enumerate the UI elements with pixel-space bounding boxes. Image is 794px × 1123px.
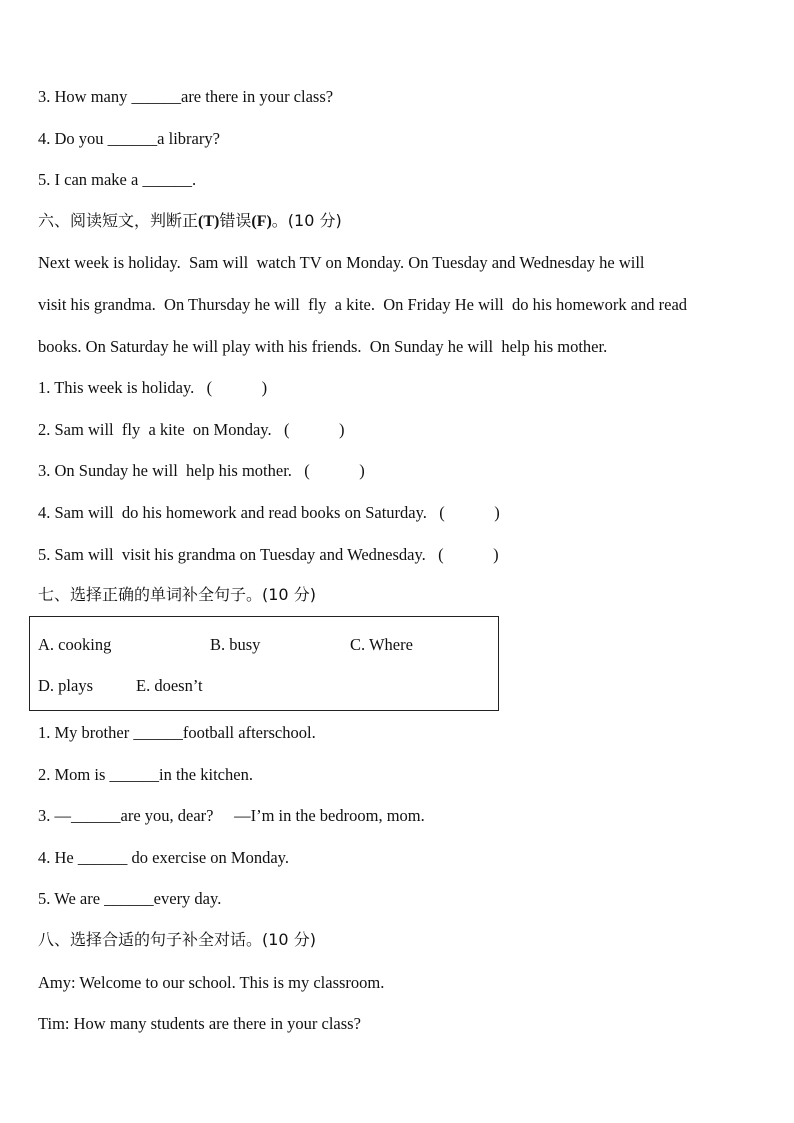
heading-text: 六、阅读短文，判断正	[38, 211, 199, 230]
word-option-a: A. cooking	[38, 635, 112, 654]
word-option-b: B. busy	[210, 635, 261, 654]
section-heading-8: 八、选择合适的句子补全对话。(10 分)	[38, 930, 316, 949]
judge-item: 3. On Sunday he will help his mother. ( )	[38, 461, 365, 480]
judge-item: 1. This week is holiday. ( )	[38, 378, 268, 397]
passage-line: Next week is holiday. Sam will watch TV on Monday. On Tuesday and Wednesday he will	[38, 253, 645, 272]
judge-item: 2. Sam will fly a kite on Monday. ( )	[38, 420, 345, 439]
section-heading-7: 七、选择正确的单词补全句子。(10 分)	[38, 585, 316, 604]
heading-true-mark: (T)	[198, 213, 220, 230]
dialogue-line: Tim: How many students are there in your class?	[38, 1014, 361, 1033]
fill-item: 4. He ______ do exercise on Monday.	[38, 848, 289, 867]
fill-item: 3. —______are you, dear? —I’m in the bedroom, mom.	[38, 806, 425, 825]
fill-item: 5. We are ______every day.	[38, 889, 222, 908]
heading-text: 。(10 分)	[271, 211, 342, 230]
question-item: 3. How many ______are there in your class?	[38, 87, 334, 106]
word-option-d: D. plays	[38, 676, 93, 695]
word-option-c: C. Where	[350, 635, 413, 654]
question-item: 5. I can make a ______.	[38, 170, 197, 189]
word-bank-box	[29, 616, 499, 711]
fill-item: 2. Mom is ______in the kitchen.	[38, 765, 253, 784]
heading-text: 错误	[219, 211, 252, 230]
question-item: 4. Do you ______a library?	[38, 129, 220, 148]
judge-item: 4. Sam will do his homework and read books on Saturday. ( )	[38, 503, 500, 522]
judge-item: 5. Sam will visit his grandma on Tuesday and Wednesday. ( )	[38, 545, 499, 564]
passage-line: visit his grandma. On Thursday he will fly a kite. On Friday He will do his homework and read	[38, 295, 688, 314]
dialogue-line: Amy: Welcome to our school. This is my classroom.	[38, 973, 385, 992]
word-option-e: E. doesn’t	[136, 676, 203, 695]
heading-false-mark: (F)	[251, 213, 272, 230]
passage-line: books. On Saturday he will play with his friends. On Sunday he will help his mother.	[38, 337, 608, 356]
section-heading-6	[38, 211, 342, 232]
fill-item: 1. My brother ______football afterschool.	[38, 723, 316, 742]
